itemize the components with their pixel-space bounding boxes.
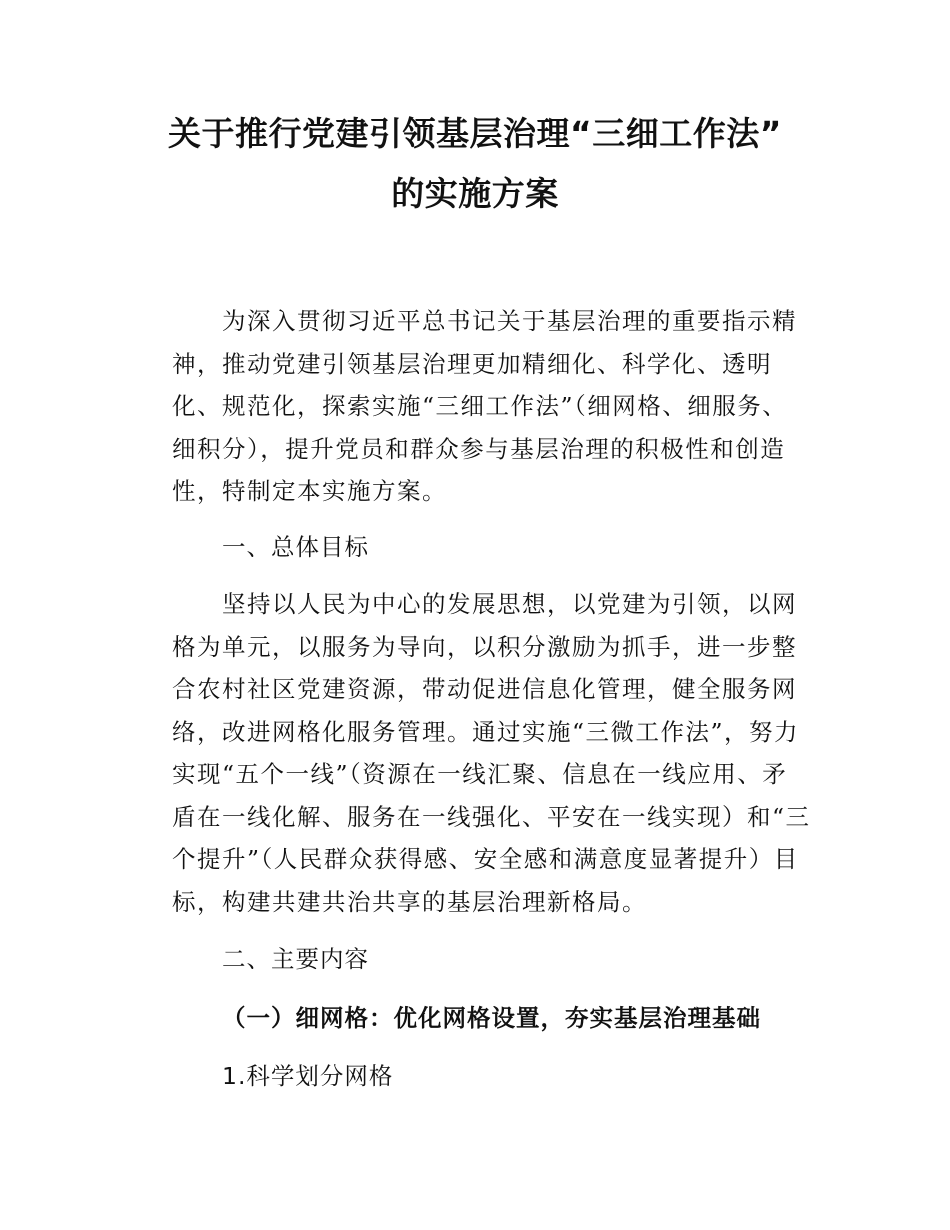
subsection-heading-fine-grid: （一）细网格：优化网格设置，夯实基层治理基础 — [222, 1004, 761, 1032]
intro-paragraph: 为深入贯彻习近平总书记关于基层治理的重要指示精神，推动党建引领基层治理更加精细化、科学化、透明化、规范化，探索实施“三细工作法”（细网格、细服务、细积分），提升党员和群众参与基层治理的积极性和创造性，特制定本实施方案。 — [172, 307, 797, 505]
section-heading-overall-goal: 一、总体目标 — [222, 533, 369, 561]
document-title-line-1: 关于推行党建引领基层治理“三细工作法” — [168, 114, 782, 153]
overall-goal-paragraph: 坚持以人民为中心的发展思想，以党建为引领，以网格为单元，以服务为导向，以积分激励为抓手，进一步整合农村社区党建资源，带动促进信息化管理，健全服务网络，改进网格化服务管理。通过实施“三微工作法”，努力实现“五个一线”（资源在一线汇聚、信息在一线应用、矛盾在一线化解、服务在一线强化、平安在一线实现）和“三个提升”（人民群众获得感、安全感和满意度显著提升）目标，构建共建共治共享的基层治理新格局。 — [172, 590, 811, 916]
section-heading-main-content: 二、主要内容 — [222, 945, 369, 973]
item-heading-grid-division: 1.科学划分网格 — [222, 1062, 394, 1090]
document-title-line-2: 的实施方案 — [391, 174, 559, 213]
